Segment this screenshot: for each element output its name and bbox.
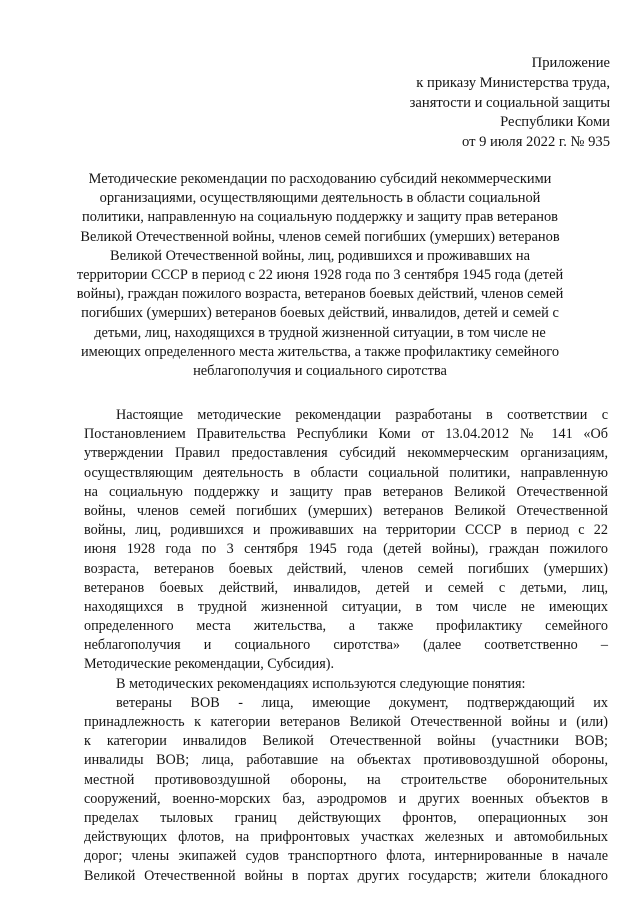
body-line: Настоящие методические рекомендации разработаны в соответствии с bbox=[116, 407, 608, 423]
body-line: действующих флотов, на прифронтовых участках железных и автомобильных bbox=[84, 829, 608, 846]
body-line: местной противовоздушной обороны, на строительстве оборонительных bbox=[84, 771, 608, 788]
body-line: пределах тыловых границ действующих фронтов, операционных зон bbox=[84, 809, 608, 826]
title-line: детьми, лиц, находящихся в трудной жизненной ситуации, в том числе не bbox=[94, 324, 546, 341]
body-line: дорог; члены экипажей судов транспортного флота, интернированные в начале bbox=[84, 848, 608, 865]
body-line: Методические рекомендации, Субсидия). bbox=[84, 656, 335, 673]
title-line: Великой Отечественной войны, членов семей погибших (умерших) ветеранов bbox=[80, 228, 560, 245]
body-line: к категории инвалидов Великой Отечественной войны (участники ВОВ; bbox=[84, 733, 608, 750]
body-line: утверждении Правил предоставления субсидий некоммерческим организациям, bbox=[84, 445, 608, 462]
body-line: ветераны ВОВ - лица, имеющие документ, подтверждающий их bbox=[116, 694, 608, 711]
body-line: определенного места жительства, а также профилактику семейного bbox=[84, 618, 608, 635]
body-line: принадлежность к категории ветеранов Великой Отечественной войны и (или) bbox=[84, 714, 608, 730]
body-line: Великой Отечественной войны в портах других государств; жители блокадного bbox=[84, 867, 608, 884]
body-line: инвалиды ВОВ; лица, работавшие на объектах противовоздушной обороны, bbox=[84, 752, 608, 769]
title-line: имеющих определенного места жительства, а также профилактику семейного bbox=[80, 343, 560, 360]
appendix-line: от 9 июля 2022 г. № 935 bbox=[461, 134, 610, 151]
appendix-line: к приказу Министерства труда, bbox=[416, 74, 610, 91]
title-line: Методические рекомендации по расходованию субсидий некоммерческими bbox=[88, 171, 552, 187]
body-line: июня 1928 года по 3 сентября 1945 года (детей войны), граждан пожилого bbox=[84, 541, 608, 558]
appendix-line: занятости и социальной защиты bbox=[409, 94, 610, 111]
body-line: ветеранов боевых действий, инвалидов, детей и семей с детьми, лиц, bbox=[84, 579, 608, 596]
body-line: сооружений, военно-морских баз, аэродромов и других военных объектов в bbox=[84, 790, 608, 807]
document-body bbox=[84, 406, 608, 886]
document-title bbox=[70, 170, 570, 381]
title-line: Великой Отечественной войны, лиц, родившихся и проживавших на bbox=[109, 247, 530, 264]
body-line: войны, лиц, родившихся и проживавших на территории СССР в период с 22 bbox=[84, 522, 608, 539]
title-line: политики, направленную на социальную поддержку и защиту прав ветеранов bbox=[82, 209, 558, 226]
title-line: неблагополучия и социального сиротства bbox=[193, 363, 447, 380]
body-line: неблагополучия и социального сиротства» (далее соответственно – bbox=[84, 637, 608, 654]
title-line: погибших (умерших) ветеранов боевых действий, инвалидов, детей и семей с bbox=[81, 305, 559, 322]
appendix-line: Республики Коми bbox=[500, 114, 610, 131]
appendix-line: Приложение bbox=[531, 55, 610, 71]
body-line: войны, членов семей погибших (умерших) ветеранов Великой Отечественной bbox=[84, 502, 608, 519]
body-line: Постановлением Правительства Республики Коми от 13.04.2012 № 141 «Об bbox=[84, 426, 608, 443]
title-line: организациями, осуществляющими деятельность в области социальной bbox=[99, 190, 541, 207]
appendix-block bbox=[290, 54, 610, 153]
body-line: В методических рекомендациях используются следующие понятия: bbox=[116, 675, 526, 692]
body-line: осуществляющим деятельность в области социальной политики, направленную bbox=[84, 464, 608, 481]
body-line: находящихся в трудной жизненной ситуации, в том числе не имеющих bbox=[84, 598, 608, 615]
body-line: возраста, ветеранов боевых действий, членов семей погибших (умерших) bbox=[84, 560, 608, 577]
body-line: на социальную поддержку и защиту прав ветеранов Великой Отечественной bbox=[84, 483, 608, 500]
title-line: территории СССР в период с 22 июня 1928 года по 3 сентября 1945 года (детей bbox=[76, 267, 564, 284]
title-line: войны), граждан пожилого возраста, ветеранов боевых действий, членов семей bbox=[76, 286, 564, 303]
